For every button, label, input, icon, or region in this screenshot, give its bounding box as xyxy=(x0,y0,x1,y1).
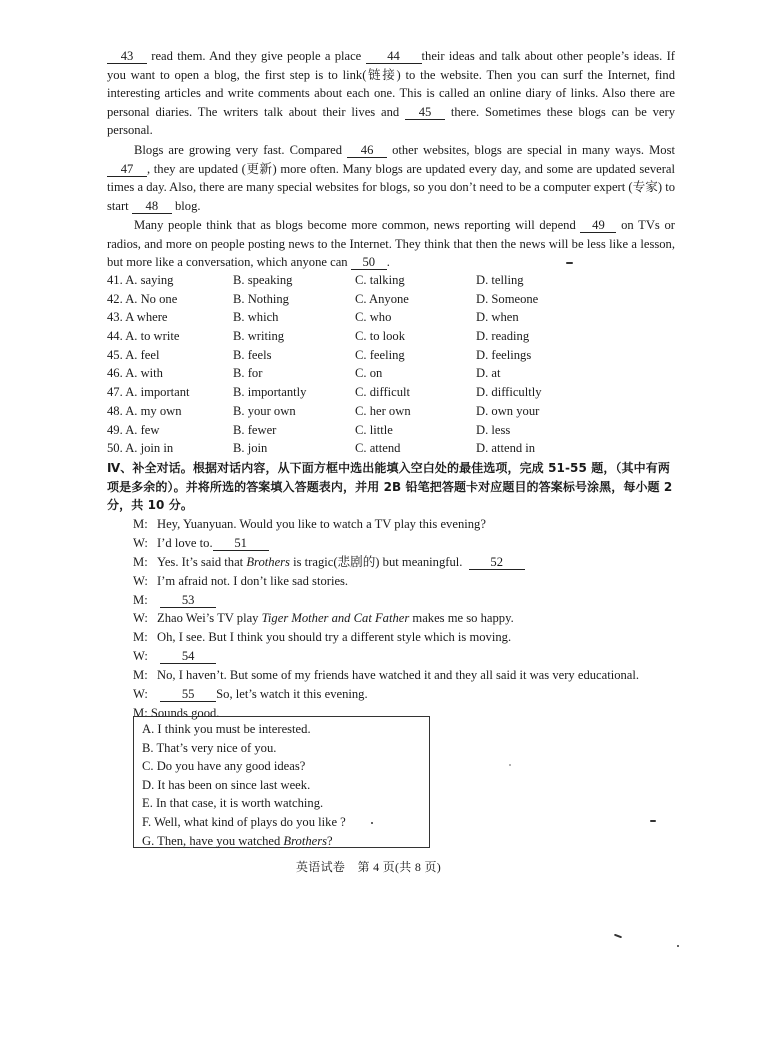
page-footer: 英语试卷 第 4 页(共 8 页) xyxy=(296,860,442,874)
option-a: 43. A where xyxy=(107,310,168,325)
option-b: B. your own xyxy=(233,403,296,418)
option-c: C. attend xyxy=(355,441,401,456)
option-a: 47. A. important xyxy=(107,385,190,400)
dialog-text: Hey, Yuanyuan. Would you like to watch a TV play this evening? xyxy=(157,517,486,531)
dialog-text: Zhao Wei’s TV play xyxy=(157,611,262,626)
blank-54: 54 xyxy=(160,649,216,664)
dialog-line xyxy=(133,534,673,553)
dialog-line xyxy=(133,591,673,610)
passage-text: Blogs are growing very fast. Compared xyxy=(134,143,348,157)
dialog-text: Sounds good. xyxy=(150,705,220,720)
option-c: C. on xyxy=(355,366,383,381)
option-c: C. feeling xyxy=(355,347,405,362)
option-c: C. little xyxy=(355,422,393,437)
option-row-45 xyxy=(107,346,587,365)
dialog-text: No, I haven’t. But some of my friends have watched it and they all said it was very educational. xyxy=(157,668,640,683)
dialog-text: I’m afraid not. I don’t like sad stories. xyxy=(157,573,349,588)
passage-text: other websites, blogs are special in many ways. Most xyxy=(387,143,675,157)
speaker: M: xyxy=(133,554,148,569)
blank-51: 51 xyxy=(213,536,269,551)
speaker: M: xyxy=(133,705,148,720)
choice-f: F. Well, what kind of plays do you like ? xyxy=(142,814,346,829)
option-c: C. to look xyxy=(355,329,406,344)
blank-50: 50 xyxy=(351,255,387,270)
option-d: D. feelings xyxy=(476,347,532,362)
dialog-text: makes me so happy. xyxy=(409,611,514,626)
option-c: C. her own xyxy=(355,403,411,418)
option-d: D. Someone xyxy=(476,291,539,306)
dialog-text: Yes. It’s said that xyxy=(157,554,247,569)
option-row-50 xyxy=(107,439,587,458)
choice-g xyxy=(142,832,429,851)
passage-paragraph-1 xyxy=(107,47,675,140)
answer-choices-box xyxy=(133,716,430,848)
blank-53: 53 xyxy=(160,593,216,608)
dialog-line xyxy=(133,647,673,666)
option-b: B. for xyxy=(233,366,263,381)
option-d: D. own your xyxy=(476,403,540,418)
option-a: 49. A. few xyxy=(107,422,160,437)
choice-text: ? xyxy=(327,833,333,848)
option-b: B. writing xyxy=(233,329,285,344)
option-c: C. Anyone xyxy=(355,291,409,306)
choice-e: E. In that case, it is worth watching. xyxy=(142,796,324,811)
choice-d: D. It has been on since last week. xyxy=(142,777,311,792)
speaker: W: xyxy=(133,611,148,626)
option-d: D. less xyxy=(476,422,511,437)
passage-paragraph-2 xyxy=(107,141,675,215)
option-a: 42. A. No one xyxy=(107,291,178,306)
dialog-text: is tragic(悲剧的) but meaningful. xyxy=(289,554,469,569)
option-row-47 xyxy=(107,383,587,402)
option-a: 45. A. feel xyxy=(107,347,160,362)
scan-speck xyxy=(614,934,622,939)
option-a: 48. A. my own xyxy=(107,403,182,418)
dialog-text: I’d love to. xyxy=(157,535,213,550)
option-a: 41. A. saying xyxy=(107,273,174,287)
speaker: M: xyxy=(133,630,148,645)
option-row-42 xyxy=(107,290,587,309)
blank-52: 52 xyxy=(469,555,525,570)
speaker: M: xyxy=(133,668,148,683)
blank-49: 49 xyxy=(580,218,616,233)
speaker: W: xyxy=(133,535,148,550)
option-d: D. telling xyxy=(476,273,524,287)
option-a: 46. A. with xyxy=(107,366,163,381)
dialog xyxy=(133,515,673,723)
blank-48: 48 xyxy=(132,199,172,214)
passage-text: read them. And they give people a place xyxy=(147,49,366,63)
blank-47: 47 xyxy=(107,162,147,177)
blank-46: 46 xyxy=(347,143,387,158)
option-d: D. when xyxy=(476,310,519,325)
speaker: W: xyxy=(133,687,148,702)
dialog-line xyxy=(133,572,673,591)
blank-43: 43 xyxy=(107,49,147,64)
dialog-line xyxy=(133,553,673,572)
option-c: C. difficult xyxy=(355,385,411,400)
option-b: B. Nothing xyxy=(233,291,289,306)
title-italic: Tiger Mother and Cat Father xyxy=(261,611,410,626)
passage-text: Many people think that as blogs become more common, news reporting will depend xyxy=(134,218,581,232)
title-italic: Brothers xyxy=(283,833,328,848)
option-b: B. fewer xyxy=(233,422,277,437)
option-b: B. importantly xyxy=(233,385,307,400)
passage-text: there. Sometimes these blogs can be very personal. xyxy=(107,104,676,137)
passage-text: blog. xyxy=(171,198,201,213)
dialog-line xyxy=(133,628,673,647)
dialog-line xyxy=(133,515,673,534)
option-row-43 xyxy=(107,308,587,327)
option-c: C. who xyxy=(355,310,392,325)
title-italic: Brothers xyxy=(246,554,290,569)
option-row-46 xyxy=(107,364,587,383)
scan-speck xyxy=(650,820,656,822)
option-b: B. feels xyxy=(233,347,272,362)
speaker: W: xyxy=(133,649,148,664)
dialog-line xyxy=(133,609,673,628)
options-list xyxy=(107,271,587,458)
option-d: D. difficultly xyxy=(476,385,542,400)
scan-speck xyxy=(677,945,679,947)
option-b: B. join xyxy=(233,441,268,456)
option-row-48 xyxy=(107,402,587,421)
scan-speck xyxy=(371,822,373,824)
option-d: D. reading xyxy=(476,329,530,344)
option-b: B. speaking xyxy=(233,273,293,287)
scan-speck xyxy=(509,764,511,766)
choice-b: B. That’s very nice of you. xyxy=(142,740,277,755)
section-4-instructions: Ⅳ、补全对话。根据对话内容，从下面方框中选出能填入空白处的最佳选项，完成 51-55 题，（其中有两项是多余的）。并将所选的答案填入答题表内，并用 2B 铅笔把答题卡对应题目的答案标号涂黑，每小题 2 分，共 10 分。 xyxy=(107,461,673,512)
passage-text: . xyxy=(386,255,390,269)
choice-text: G. Then, have you watched xyxy=(142,833,284,848)
blank-55: 55 xyxy=(160,687,216,702)
scan-speck xyxy=(566,262,573,264)
option-d: D. attend in xyxy=(476,441,536,456)
choice-c: C. Do you have any good ideas? xyxy=(142,759,306,774)
speaker: W: xyxy=(133,573,148,588)
option-b: B. which xyxy=(233,310,279,325)
passage-text: , they are updated (更新) more often. Many blogs are updated every day, and some are updated several times a day. Also, there are many special websites for blogs, so you don’t need to be a computer expert (专家) to start xyxy=(107,161,675,213)
option-d: D. at xyxy=(476,366,501,381)
dialog-line xyxy=(133,685,673,704)
passage-text: their ideas and talk about other people’s ideas. If you want to open a blog, the first step is to link(链接) to the website. Then you can surf the Internet, find interesting articles and write comments about each one. This is called an online diary of links. Also there are personal diaries. The writers talk about their lives and xyxy=(107,49,675,119)
blank-44: 44 xyxy=(366,49,422,64)
dialog-text: Oh, I see. But I think you should try a different style which is moving. xyxy=(157,630,512,645)
option-row-49 xyxy=(107,421,587,440)
option-c: C. talking xyxy=(355,273,405,287)
passage-text: on TVs or radios, and more on people posting news to the Internet. They think that then the news will be less like a lesson, but more like a conversation, which anyone can xyxy=(107,218,675,269)
passage-paragraph-3 xyxy=(107,216,675,272)
dialog-line xyxy=(133,666,673,685)
option-a: 50. A. join in xyxy=(107,441,174,456)
choice-a: A. I think you must be interested. xyxy=(142,722,311,736)
option-row-44 xyxy=(107,327,587,346)
speaker: M: xyxy=(133,592,148,607)
option-a: 44. A. to write xyxy=(107,329,180,344)
dialog-text: So, let’s watch it this evening. xyxy=(216,687,368,702)
blank-45: 45 xyxy=(405,105,445,120)
option-row-41 xyxy=(107,271,587,290)
speaker: M: xyxy=(133,517,148,531)
